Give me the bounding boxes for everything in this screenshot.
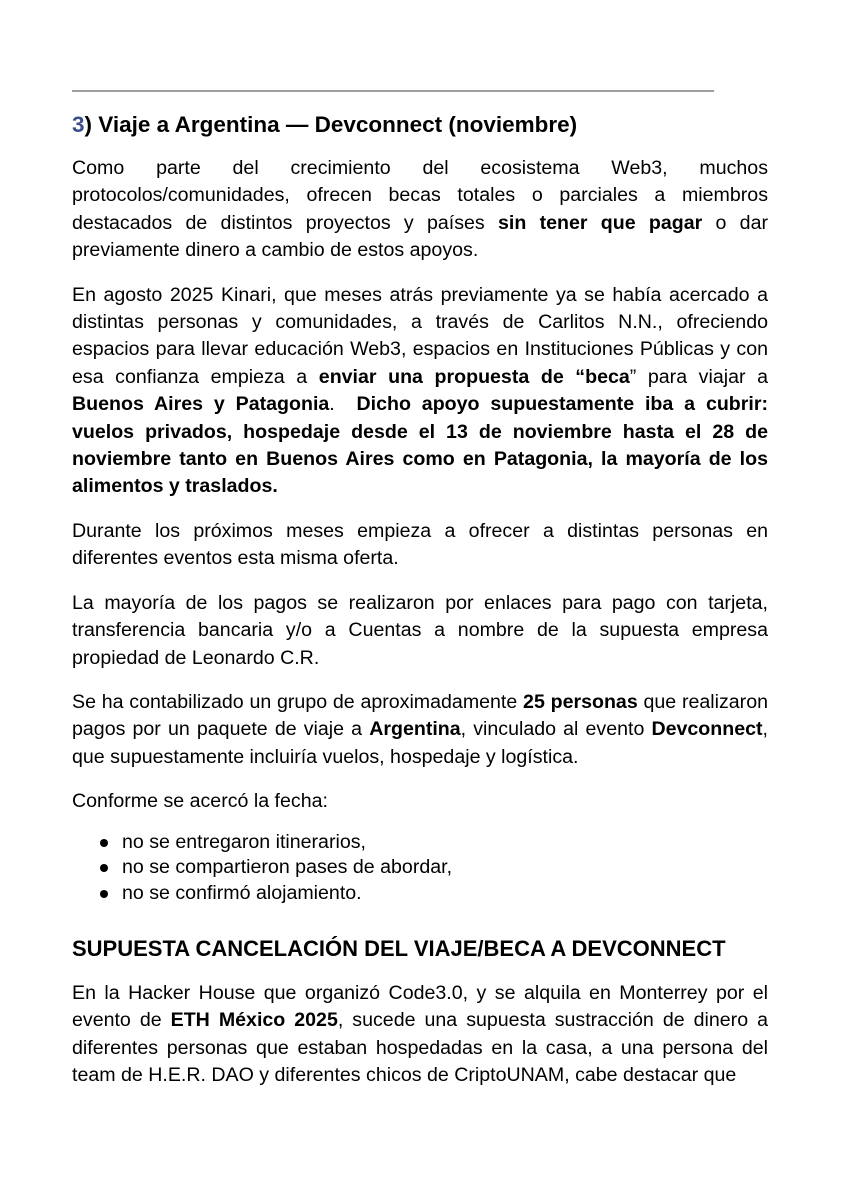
text: . xyxy=(329,393,357,416)
bold-text: Devconnect xyxy=(651,718,763,741)
paragraph-personas xyxy=(72,689,768,771)
paragraph-fecha: Conforme se acercó la fecha: xyxy=(72,790,328,813)
bold-text: 25 personas xyxy=(523,690,638,713)
bullet-icon xyxy=(100,890,108,898)
text: , vinculado al evento xyxy=(460,718,652,741)
paragraph-becas xyxy=(72,155,768,265)
list-item-text: no se entregaron itinerarios, xyxy=(122,830,366,853)
paragraph-hacker-house xyxy=(72,980,768,1090)
bullet-icon xyxy=(100,839,108,847)
document-body xyxy=(72,110,768,1107)
section-title: ) Viaje a Argentina — Devconnect (noviembre) xyxy=(84,112,578,137)
list-item-text: no se confirmó alojamiento. xyxy=(122,881,362,904)
list-item xyxy=(100,830,768,856)
bold-text: Argentina xyxy=(369,718,461,741)
text: En la Hacker House que organizó Code3.0, y se alquila en Monterrey por el evento de xyxy=(72,982,768,1032)
bullet-icon xyxy=(100,864,108,872)
paragraph-pagos: La mayoría de los pagos se realizaron por enlaces para pago con tarjeta, transferencia bancaria y/o a Cuentas a nombre de la supuesta empresa propiedad de Leonardo C.R. xyxy=(72,591,768,669)
horizontal-rule xyxy=(72,90,714,92)
bold-text: Dicho apoyo supuestamente iba a cubrir: vuelos privados, hospedaje desde el 13 de noviembre hasta el 28 de noviembre tanto en Buenos Aires como en Patagonia, la mayoría de los alimentos y traslados. xyxy=(72,393,768,498)
paragraph-oferta: Durante los próximos meses empieza a ofrecer a distintas personas en diferentes eventos esta misma oferta. xyxy=(72,519,768,570)
section-heading xyxy=(72,110,768,140)
bold-text: Buenos Aires y Patagonia xyxy=(72,393,330,416)
paragraph-propuesta xyxy=(72,282,768,501)
bold-text: ETH México 2025 xyxy=(170,1009,338,1032)
list-item xyxy=(100,881,768,907)
bullet-list xyxy=(72,830,768,907)
list-item xyxy=(100,855,768,881)
text: En agosto 2025 Kinari, que meses atrás previamente ya se había acercado a distintas personas y comunidades, a través de Carlitos N.N., ofreciendo espacios para llevar educación Web3, espacios en Instituciones Públicas y con esa confianza empieza a xyxy=(72,283,768,388)
section-number: 3 xyxy=(72,112,85,137)
bold-text: sin tener que pagar xyxy=(498,211,703,234)
text: , que supuestamente incluiría vuelos, hospedaje y logística. xyxy=(72,718,768,768)
cancellation-heading: SUPUESTA CANCELACIÓN DEL VIAJE/BECA A DEVCONNECT xyxy=(72,936,726,962)
text: ” para viajar a xyxy=(629,365,768,388)
bold-text: enviar una propuesta de “beca xyxy=(318,365,630,388)
list-item-text: no se compartieron pases de abordar, xyxy=(122,856,453,879)
text: Como parte del crecimiento del ecosistema Web3, muchos protocolos/comunidades, ofrecen becas totales o parciales a miembros destacados de distintos proyectos y países xyxy=(72,157,768,234)
text: Se ha contabilizado un grupo de aproximadamente xyxy=(72,690,524,713)
text: , sucede una supuesta sustracción de dinero a diferentes personas que estaban hospedadas en la casa, a una persona del team de H.E.R. DAO y diferentes chicos de CriptoUNAM, cabe destacar que xyxy=(72,1009,768,1087)
text: que realizaron pagos por un paquete de viaje a xyxy=(72,690,768,741)
text: o dar previamente dinero a cambio de estos apoyos. xyxy=(72,211,768,262)
